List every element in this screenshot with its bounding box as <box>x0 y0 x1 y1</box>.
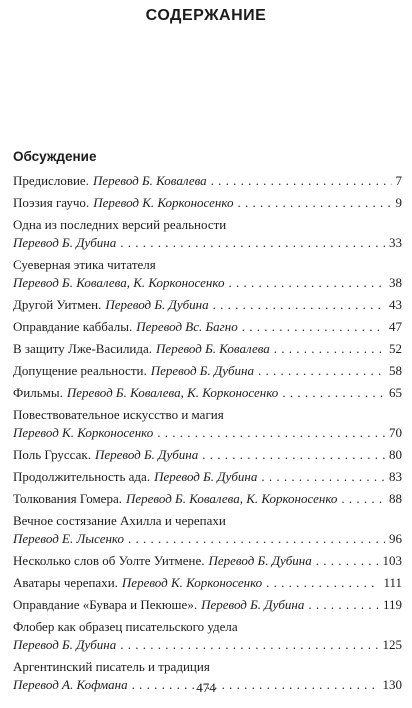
entry-translator: Перевод Б. Ковалева, К. Корконосенко <box>13 275 225 290</box>
dot-leader <box>258 362 385 380</box>
entry-page-number: 52 <box>389 341 402 356</box>
entry-page-number: 33 <box>389 235 402 250</box>
entry-page-number: 88 <box>389 491 402 506</box>
entry-page-number: 7 <box>395 173 402 188</box>
dot-leader <box>237 194 391 212</box>
entry-page-number: 119 <box>382 597 402 612</box>
entry-title: Другой Уитмен. <box>13 297 102 312</box>
entry-page-number: 47 <box>389 319 402 334</box>
entry-translator: Перевод Б. Дубина <box>94 447 199 462</box>
dot-leader <box>282 384 385 402</box>
entry-title: Оправдание «Бувара и Пекюше». <box>13 597 198 612</box>
dot-leader <box>120 636 378 654</box>
entry-translator: Перевод Б. Дубина <box>13 235 117 250</box>
entry-page-number: 130 <box>382 677 402 692</box>
dot-leader <box>211 172 392 190</box>
entry-translator: Перевод Б. Дубина <box>105 297 209 312</box>
toc-entry <box>13 172 402 190</box>
toc-entry <box>13 256 402 292</box>
toc-entry <box>13 340 402 358</box>
entry-title: В защиту Лже-Василида. <box>13 341 153 356</box>
entry-page-number: 103 <box>382 553 402 568</box>
entry-translator: Перевод К. Корконосенко <box>121 575 263 590</box>
entry-page-number: 70 <box>389 425 402 440</box>
dot-leader <box>202 446 385 464</box>
entry-translator: Перевод Б. Дубина <box>154 469 258 484</box>
dot-leader <box>128 530 385 548</box>
entry-translator: Перевод Б. Ковалева, К. Корконосенко <box>125 491 338 506</box>
dot-leader <box>261 468 385 486</box>
entry-title: Фильмы. <box>13 385 63 400</box>
entry-translator: Перевод Б. Дубина <box>13 637 117 652</box>
toc-entry <box>13 552 402 570</box>
entry-title: Допущение реальности. <box>13 363 147 378</box>
toc-entry <box>13 318 402 336</box>
dot-leader <box>266 574 379 592</box>
entry-translator: Перевод К. Корконосенко <box>93 195 234 210</box>
entry-title: Вечное состязание Ахилла и черепахи <box>13 513 226 528</box>
dot-leader <box>228 274 385 292</box>
toc-entry <box>13 618 402 654</box>
toc-entry <box>13 194 402 212</box>
entry-translator: Перевод Б. Ковалева <box>156 341 270 356</box>
entry-title: Флобер как образец писательского удела <box>13 619 238 634</box>
entry-title: Оправдание каббалы. <box>13 319 133 334</box>
table-of-contents <box>13 172 402 698</box>
toc-entry <box>13 512 402 548</box>
page-number: 474 <box>196 680 216 695</box>
toc-entry <box>13 574 402 592</box>
page-title: СОДЕРЖАНИЕ <box>145 7 267 24</box>
dot-leader <box>316 552 379 570</box>
toc-entry <box>13 406 402 442</box>
dot-leader <box>308 596 379 614</box>
toc-entry <box>13 490 402 508</box>
entry-translator: Перевод К. Корконосенко <box>13 425 154 440</box>
toc-entry <box>13 446 402 464</box>
entry-page-number: 80 <box>389 447 402 462</box>
entry-title: Одна из последних версий реальности <box>13 217 227 232</box>
entry-title: Поэзия гаучо. <box>13 195 90 210</box>
entry-page-number: 125 <box>382 637 402 652</box>
entry-title: Суеверная этика читателя <box>13 257 156 272</box>
dot-leader <box>242 318 385 336</box>
entry-page-number: 58 <box>389 363 402 378</box>
entry-page-number: 65 <box>389 385 402 400</box>
entry-title: Повествовательное искусство и магия <box>13 407 224 422</box>
entry-translator: Перевод Б. Ковалева <box>92 173 207 188</box>
dot-leader <box>157 424 385 442</box>
toc-entry <box>13 216 402 252</box>
entry-translator: Перевод Б. Ковалева, К. Корконосенко <box>66 385 279 400</box>
section-heading: Обсуждение <box>13 149 97 164</box>
entry-title: Несколько слов об Уолте Уитмене. <box>13 553 205 568</box>
toc-entry <box>13 596 402 614</box>
entry-translator: Перевод Б. Дубина <box>150 363 254 378</box>
entry-translator: Перевод Б. Дубина <box>201 597 305 612</box>
toc-entry <box>13 384 402 402</box>
dot-leader <box>274 340 385 358</box>
entry-page-number: 38 <box>389 275 402 290</box>
entry-title: Поль Груссак. <box>13 447 91 462</box>
entry-page-number: 43 <box>389 297 402 312</box>
dot-leader <box>341 490 385 508</box>
entry-title: Толкования Гомера. <box>13 491 122 506</box>
entry-translator: Перевод А. Кофмана <box>13 677 128 692</box>
dot-leader <box>213 296 385 314</box>
dot-leader <box>120 234 385 252</box>
entry-translator: Перевод Вс. Багно <box>136 319 238 334</box>
entry-page-number: 111 <box>383 575 402 590</box>
entry-title: Аватары черепахи. <box>13 575 118 590</box>
entry-title: Предисловие. <box>13 173 89 188</box>
entry-page-number: 83 <box>389 469 402 484</box>
toc-entry <box>13 362 402 380</box>
entry-title: Продолжительность ада. <box>13 469 151 484</box>
toc-entry <box>13 468 402 486</box>
entry-page-number: 96 <box>389 531 402 546</box>
entry-title: Аргентинский писатель и традиция <box>13 659 210 674</box>
entry-page-number: 9 <box>395 195 402 210</box>
toc-entry <box>13 296 402 314</box>
entry-translator: Перевод Е. Лысенко <box>13 531 125 546</box>
entry-translator: Перевод Б. Дубина <box>208 553 312 568</box>
